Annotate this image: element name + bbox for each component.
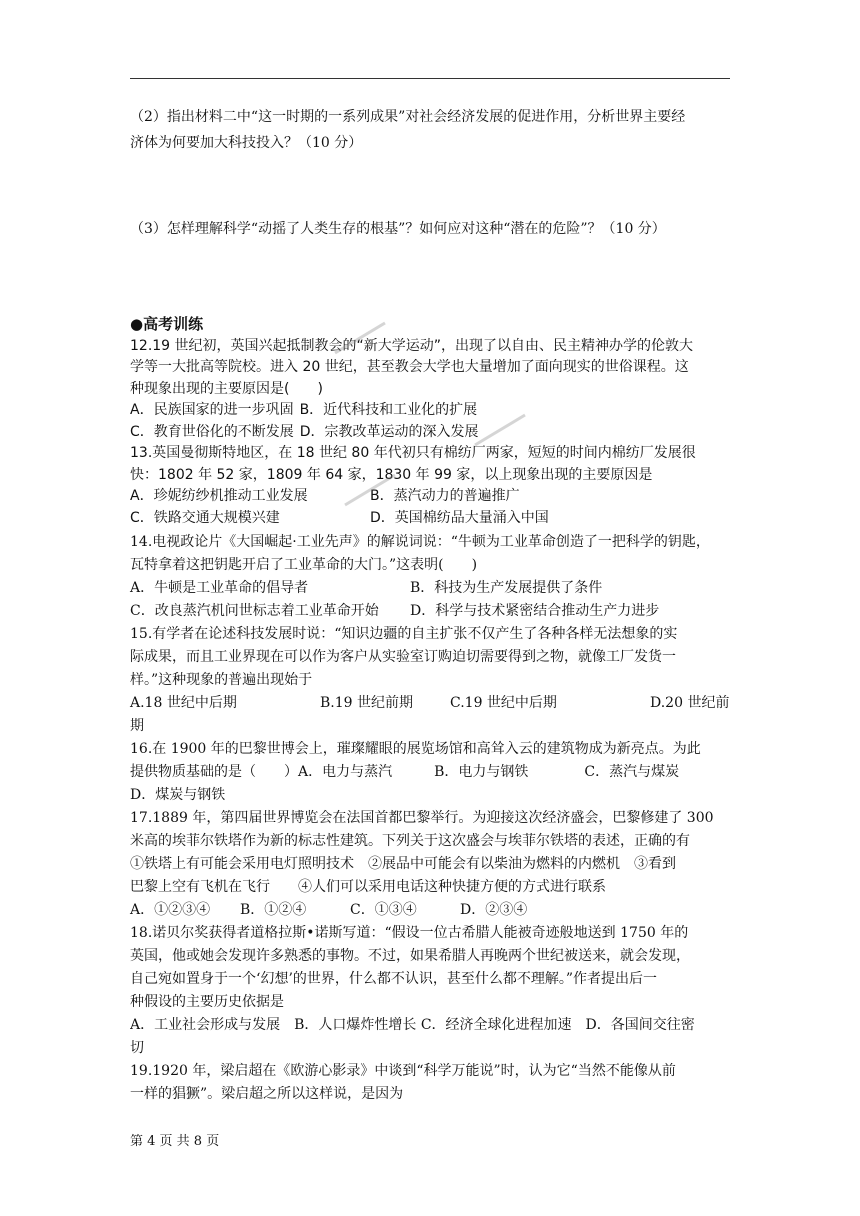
question-13-line: 13.英国曼彻斯特地区，在 18 世纪 80 年代初只有棉纺厂两家，短短的时间内棉纺厂发展很 <box>130 445 696 461</box>
question-19-line: 一样的猖獗”。梁启超之所以这样说，是因为 <box>130 1086 404 1102</box>
question-15-line: 样。”这种现象的普遍出现始于 <box>130 672 313 688</box>
option-b: B.19 世纪前期 <box>320 695 414 711</box>
page-footer: 第 4 页 共 8 页 <box>130 1134 220 1149</box>
option-d: D．科学与技术紧密结合推动生产力进步 <box>410 603 660 619</box>
option-d: D．英国棉纺品大量涌入中国 <box>370 509 549 526</box>
option-a: A．民族国家的进一步巩固 <box>130 402 294 418</box>
question-18-line: A．工业社会形成与发展 B．人口爆炸性增长 C．经济全球化进程加速 D．各国间交往密 <box>130 1017 695 1033</box>
option-d: D．宗教改革运动的深入发展 <box>299 423 479 440</box>
question-17-line: ①铁塔上有可能会采用电灯照明技术 ②展品中可能会有以柴油为燃料的内燃机 ③看到 <box>130 856 676 872</box>
question-16-line: D．煤炭与钢铁 <box>130 787 226 803</box>
section-title: ●高考训练 <box>130 315 204 333</box>
question-15-options <box>130 692 732 715</box>
question-14-line: 瓦特拿着这把钥匙开启了工业革命的大门。”这表明( ) <box>130 557 478 573</box>
option-c: C．教育世俗化的不断发展 <box>130 423 294 440</box>
question-13-options <box>130 508 732 530</box>
option-b: B．蒸汽动力的普遍推广 <box>370 488 520 504</box>
header-rule <box>130 78 730 79</box>
question-17-options <box>130 899 732 922</box>
option-a: A．牛顿是工业革命的倡导者 <box>130 580 309 596</box>
question-16-line: 16.在 1900 年的巴黎世博会上，璀璨耀眼的展览场馆和高耸入云的建筑物成为新亮点。为此 <box>130 741 701 757</box>
question-14-options <box>130 600 732 623</box>
question-12-line: 12.19 世纪初，英国兴起抵制教会的“新大学运动”，出现了以自由、民主精神办学的伦敦大 <box>130 337 694 354</box>
exam-training-section <box>130 314 732 529</box>
option-d: D.20 世纪前 <box>650 695 730 711</box>
question-17-line: 巴黎上空有飞机在飞行 ④人们可以采用电话这种快捷方便的方式进行联系 <box>130 879 606 895</box>
question-13-line: 快：1802 年 52 家，1809 年 64 家，1830 年 99 家，以上现象出现的主要原因是 <box>130 466 653 483</box>
question-13-options <box>130 486 732 508</box>
question-12-options <box>130 422 732 444</box>
option-c: C．①③④ <box>350 902 417 918</box>
question-2-line: 济体为何要加大科技投入？（10 分） <box>130 135 363 151</box>
option-b: B．①②④ <box>240 902 307 918</box>
question-18-line: 18.诺贝尔奖获得者道格拉斯•诺斯写道：“假设一位古希腊人能被奇迹般地送到 1750 年的 <box>130 925 689 941</box>
option-a: A．珍妮纺纱机推动工业发展 <box>130 488 308 504</box>
question-3 <box>130 216 732 242</box>
question-17-line: 17.1889 年，第四届世界博览会在法国首都巴黎举行。为迎接这次经济盛会，巴黎修建了 300 <box>130 810 714 826</box>
question-15-line: 期 <box>130 718 144 734</box>
question-18-line: 切 <box>130 1040 144 1056</box>
questions-14-19 <box>130 531 732 1106</box>
question-12-line: 学等一大批高等院校。进入 20 世纪，甚至教会大学也大量增加了面向现实的世俗课程。这 <box>130 359 689 375</box>
question-15-line: 15.有学者在论述科技发展时说：“知识边疆的自主扩张不仅产生了各种各样无法想象的实 <box>130 626 678 642</box>
question-18-line: 种假设的主要历史依据是 <box>130 994 284 1010</box>
question-14-options <box>130 577 732 600</box>
option-c: C.19 世纪中后期 <box>450 695 557 711</box>
question-18-line: 英国，他或她会发现许多熟悉的事物。不过，如果希腊人再晚两个世纪被送来，就会发现， <box>130 948 690 964</box>
question-14-line: 14.电视政论片《大国崛起·工业先声》的解说词说：“牛顿为工业革命创造了一把科学的钥匙， <box>130 534 710 550</box>
option-b: B．科技为生产发展提供了条件 <box>410 580 603 596</box>
question-17-line: 米高的埃菲尔铁塔作为新的标志性建筑。下列关于这次盛会与埃菲尔铁塔的表述，正确的有 <box>130 833 690 849</box>
question-12-options <box>130 400 732 422</box>
question-3-line: （3）怎样理解科学“动摇了人类生存的根基”？如何应对这种“潜在的危险”？（10 分） <box>130 221 666 237</box>
question-19-line: 19.1920 年，梁启超在《欧游心影录》中谈到“科学万能说”时，认为它“当然不能像从前 <box>130 1063 676 1079</box>
option-c: C．改良蒸汽机问世标志着工业革命开始 <box>130 603 379 619</box>
option-a: A．①②③④ <box>130 902 211 918</box>
question-15-line: 际成果，而且工业界现在可以作为客户从实验室订购迫切需要得到之物，就像工厂发货一 <box>130 649 676 665</box>
option-d: D．②③④ <box>460 902 528 918</box>
question-16-line: 提供物质基础的是（ ）A．电力与蒸汽 B．电力与钢铁 C．蒸汽与煤炭 <box>130 764 680 780</box>
option-b: B．近代科技和工业化的扩展 <box>299 402 478 418</box>
option-c: C．铁路交通大规模兴建 <box>130 509 280 526</box>
question-12-line: 种现象出现的主要原因是( ) <box>130 380 323 397</box>
question-18-line: 自己宛如置身于一个‘幻想’的世界，什么都不认识，甚至什么都不理解。”作者提出后一 <box>130 971 658 987</box>
question-2-line: （2）指出材料二中“这一时期的一系列成果”对社会经济发展的促进作用，分析世界主要经 <box>130 109 686 125</box>
option-a: A.18 世纪中后期 <box>130 695 237 711</box>
question-2 <box>130 104 732 156</box>
